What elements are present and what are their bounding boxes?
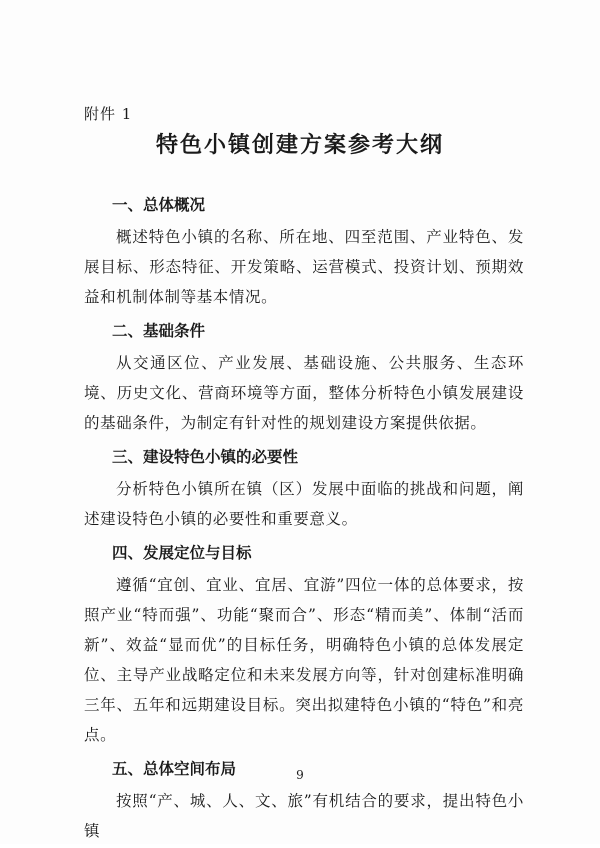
section-heading: 二、基础条件 [112, 322, 206, 340]
section-paragraph: 遵循“宜创、宜业、宜居、宜游”四位一体的总体要求，按照产业“特而强”、功能“聚而合”、形态“精而美”、体制“活而新”、效益“显而优”的目标任务，明确特色小镇的总体发展定位、主导产业战略定位和未来发展方向等，针对创建标准明确三年、五年和远期建设目标。突出拟建特色小镇的“特色”和亮点。 [84, 576, 524, 744]
section-paragraph: 概述特色小镇的名称、所在地、四至范围、产业特色、发展目标、形态特征、开发策略、运营模式、投资计划、预期效益和机制体制等基本情况。 [84, 228, 524, 306]
section-paragraph: 从交通区位、产业发展、基础设施、公共服务、生态环境、历史文化、营商环境等方面，整体分析特色小镇发展建设的基础条件，为制定有针对性的规划建设方案提供依据。 [84, 354, 524, 432]
page-number: 9 [296, 768, 304, 782]
attachment-label: 附件 1 [84, 105, 133, 123]
section-heading: 五、总体空间布局 [112, 760, 237, 778]
section-paragraph: 按照“产、城、人、文、旅”有机结合的要求，提出特色小镇 [84, 792, 524, 840]
section-heading: 三、建设特色小镇的必要性 [112, 448, 299, 466]
section-heading: 四、发展定位与目标 [112, 544, 252, 562]
section-heading: 一、总体概况 [112, 196, 206, 214]
document-body [84, 188, 524, 848]
section-paragraph: 分析特色小镇所在镇（区）发展中面临的挑战和问题，阐述建设特色小镇的必要性和重要意义。 [84, 480, 524, 528]
document-title: 特色小镇创建方案参考大纲 [155, 132, 444, 158]
